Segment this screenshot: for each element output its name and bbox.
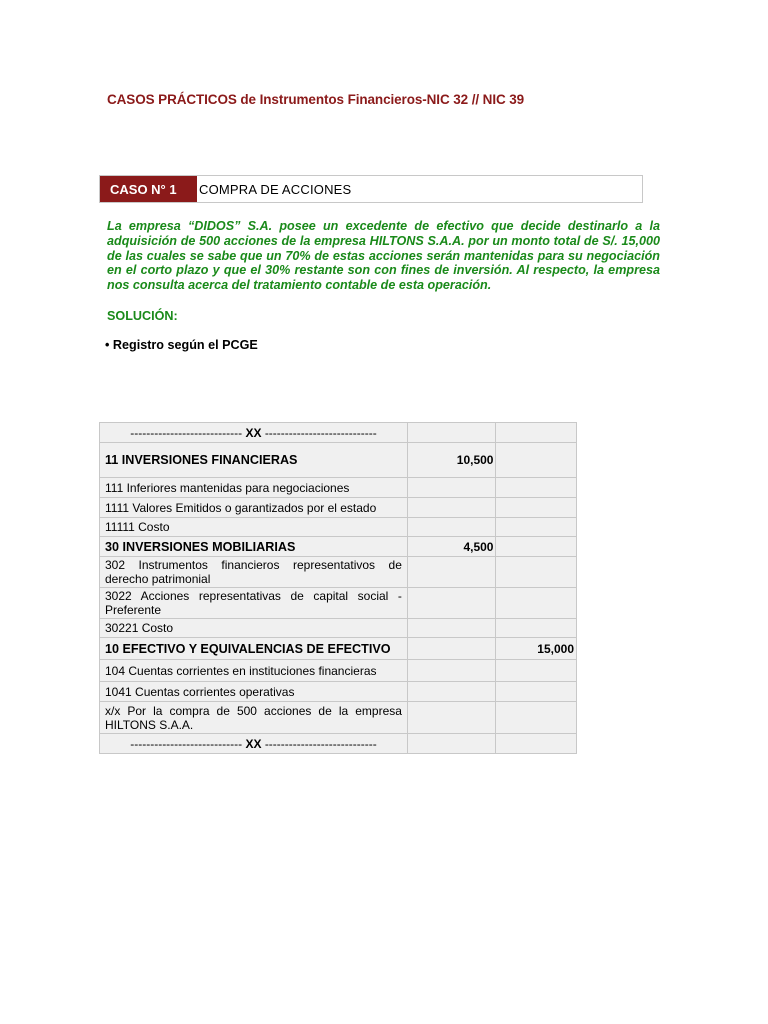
debit-cell bbox=[407, 498, 496, 518]
account-cell: 11 INVERSIONES FINANCIERAS bbox=[100, 443, 408, 478]
credit-cell: 15,000 bbox=[496, 638, 577, 660]
separator-dashes: ---------------------------- bbox=[130, 736, 243, 751]
table-row bbox=[100, 660, 577, 682]
case-title: COMPRA DE ACCIONES bbox=[199, 181, 352, 197]
debit-cell bbox=[407, 734, 496, 754]
credit-cell bbox=[496, 734, 577, 754]
debit-cell bbox=[407, 423, 496, 443]
credit-cell bbox=[496, 423, 577, 443]
debit-cell: 10,500 bbox=[407, 443, 496, 478]
credit-cell bbox=[496, 498, 577, 518]
credit-cell bbox=[496, 537, 577, 557]
table-row bbox=[100, 443, 577, 478]
table-row bbox=[100, 478, 577, 498]
debit-cell: 4,500 bbox=[407, 537, 496, 557]
separator-cell bbox=[100, 423, 408, 443]
debit-cell bbox=[407, 588, 496, 619]
credit-cell bbox=[496, 557, 577, 588]
separator-mark: XX bbox=[245, 736, 262, 751]
table-row bbox=[100, 557, 577, 588]
account-cell: 104 Cuentas corrientes en instituciones financieras bbox=[100, 660, 408, 682]
account-cell: 1111 Valores Emitidos o garantizados por el estado bbox=[100, 498, 408, 518]
credit-cell bbox=[496, 682, 577, 702]
table-row bbox=[100, 619, 577, 638]
separator-dashes: ---------------------------- bbox=[264, 425, 377, 440]
case-header bbox=[99, 175, 643, 203]
debit-cell bbox=[407, 478, 496, 498]
credit-cell bbox=[496, 702, 577, 734]
credit-cell bbox=[496, 588, 577, 619]
solution-heading: SOLUCIÓN: bbox=[107, 309, 178, 323]
debit-cell bbox=[407, 682, 496, 702]
journal-entry-table bbox=[99, 422, 577, 754]
table-row bbox=[100, 498, 577, 518]
account-cell: x/x Por la compra de 500 acciones de la empresa HILTONS S.A.A. bbox=[100, 702, 408, 734]
table-row bbox=[100, 537, 577, 557]
separator-cell bbox=[100, 734, 408, 754]
account-cell: 30221 Costo bbox=[100, 619, 408, 638]
account-cell: 302 Instrumentos financieros representativos de derecho patrimonial bbox=[100, 557, 408, 588]
case-number-badge: CASO N° 1 bbox=[100, 176, 197, 202]
credit-cell bbox=[496, 478, 577, 498]
account-cell: 10 EFECTIVO Y EQUIVALENCIAS DE EFECTIVO bbox=[100, 638, 408, 660]
account-cell: 111 Inferiores mantenidas para negociaciones bbox=[100, 478, 408, 498]
table-row bbox=[100, 682, 577, 702]
table-row bbox=[100, 734, 577, 754]
separator-dashes: ---------------------------- bbox=[130, 425, 243, 440]
credit-cell bbox=[496, 619, 577, 638]
credit-cell bbox=[496, 518, 577, 537]
debit-cell bbox=[407, 638, 496, 660]
credit-cell bbox=[496, 443, 577, 478]
account-cell: 30 INVERSIONES MOBILIARIAS bbox=[100, 537, 408, 557]
debit-cell bbox=[407, 518, 496, 537]
account-cell: 1041 Cuentas corrientes operativas bbox=[100, 682, 408, 702]
account-cell: 3022 Acciones representativas de capital social - Preferente bbox=[100, 588, 408, 619]
registro-heading: • Registro según el PCGE bbox=[105, 338, 258, 352]
table-row bbox=[100, 518, 577, 537]
table-row bbox=[100, 423, 577, 443]
debit-cell bbox=[407, 619, 496, 638]
case-description: La empresa “DIDOS” S.A. posee un excedente de efectivo que decide destinarlo a la adquisición de 500 acciones de la empresa HILTONS S.A.A. por un monto total de S/. 15,000 de las cuales se sabe que un 70% de estas acciones serán mantenidas para su negociación en el corto plazo y que el 30% restante son con fines de inversión. Al respecto, la empresa nos consulta acerca del tratamiento contable de esta operación. bbox=[107, 219, 660, 293]
table-row bbox=[100, 588, 577, 619]
debit-cell bbox=[407, 702, 496, 734]
account-cell: 11111 Costo bbox=[100, 518, 408, 537]
debit-cell bbox=[407, 660, 496, 682]
document-title: CASOS PRÁCTICOS de Instrumentos Financieros-NIC 32 // NIC 39 bbox=[107, 92, 525, 107]
separator-dashes: ---------------------------- bbox=[264, 736, 377, 751]
credit-cell bbox=[496, 660, 577, 682]
separator-mark: XX bbox=[245, 425, 262, 440]
table-row bbox=[100, 638, 577, 660]
debit-cell bbox=[407, 557, 496, 588]
table-row bbox=[100, 702, 577, 734]
